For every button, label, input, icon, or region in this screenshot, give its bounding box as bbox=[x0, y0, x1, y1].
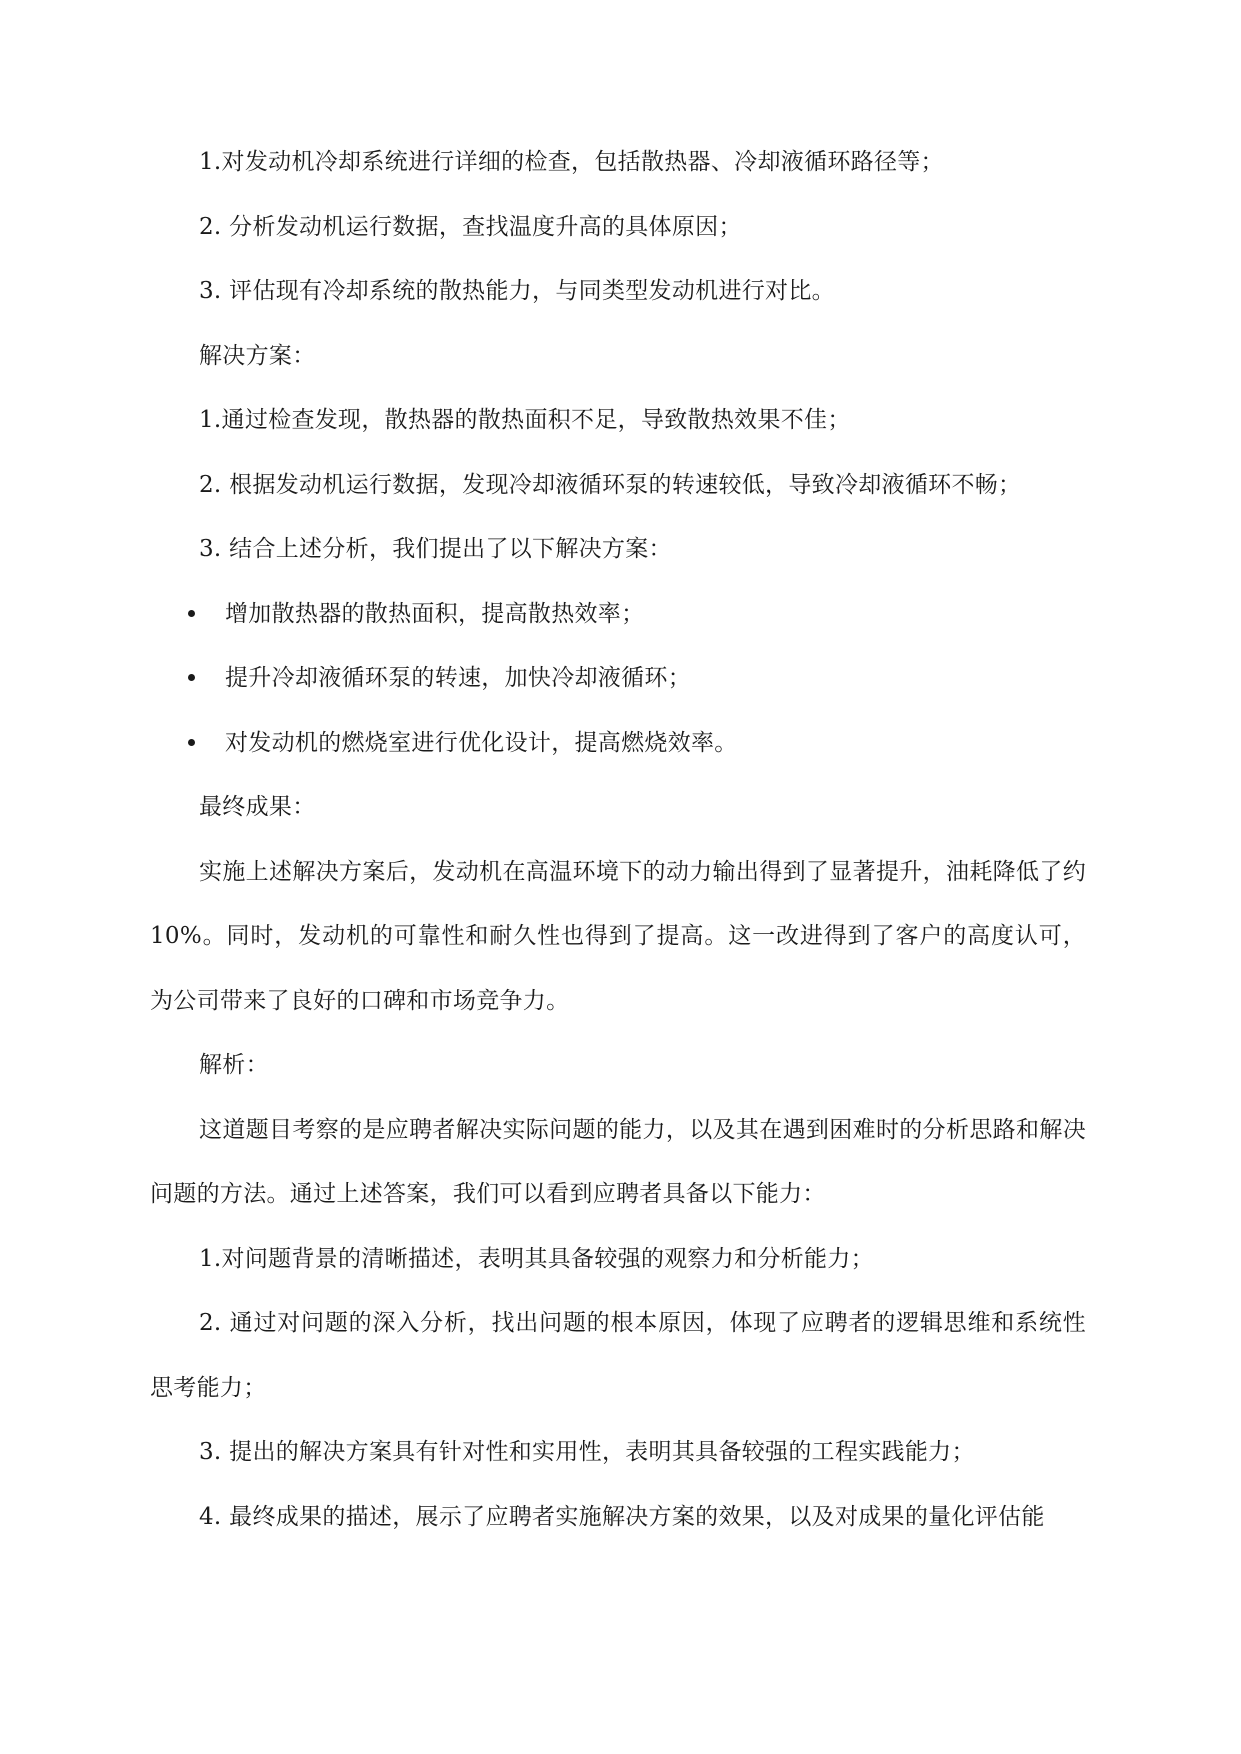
bullet-text: 对发动机的燃烧室进行优化设计，提高燃烧效率。 bbox=[225, 729, 738, 756]
bullet-text: 提升冷却液循环泵的转速，加快冷却液循环； bbox=[225, 665, 691, 691]
analysis-paragraph: 这道题目考察的是应聘者解决实际问题的能力，以及其在遇到困难时的分析思路和解决问题的方法。通过上述答案，我们可以看到应聘者具备以下能力： bbox=[150, 1116, 1086, 1207]
finding-pump-speed: 2. 根据发动机运行数据，发现冷却液循环泵的转速较低，导致冷却液循环不畅； bbox=[199, 471, 1022, 498]
document-page bbox=[150, 130, 1086, 1549]
list-item bbox=[150, 646, 1086, 711]
solution-intro: 3. 结合上述分析，我们提出了以下解决方案： bbox=[199, 536, 672, 562]
bullet-icon bbox=[188, 674, 195, 681]
ability-engineering: 3. 提出的解决方案具有针对性和实用性，表明其具备较强的工程实践能力； bbox=[199, 1439, 975, 1465]
solution-heading: 解决方案： bbox=[199, 342, 316, 369]
step-analyze-engine-data: 2. 分析发动机运行数据，查找温度升高的具体原因； bbox=[199, 213, 742, 240]
step-evaluate-cooling-capacity: 3. 评估现有冷却系统的散热能力，与同类型发动机进行对比。 bbox=[199, 278, 835, 304]
solution-bullet-list bbox=[150, 582, 1086, 776]
result-paragraph: 实施上述解决方案后，发动机在高温环境下的动力输出得到了显著提升，油耗降低了约 10%。同时，发动机的可靠性和耐久性也得到了提高。这一改进得到了客户的高度认可，为公司带来了良好的口碑和市场竞争力。 bbox=[150, 858, 1086, 1014]
bullet-text: 增加散热器的散热面积，提高散热效率； bbox=[225, 600, 645, 627]
analysis-heading: 解析： bbox=[199, 1052, 269, 1078]
bullet-icon bbox=[188, 739, 195, 746]
bullet-icon bbox=[188, 610, 195, 617]
finding-radiator-area: 1.通过检查发现，散热器的散热面积不足，导致散热效果不佳； bbox=[199, 407, 851, 433]
list-item bbox=[150, 711, 1086, 776]
list-item bbox=[150, 582, 1086, 647]
result-heading: 最终成果： bbox=[199, 794, 316, 820]
ability-observation: 1.对问题背景的清晰描述，表明其具备较强的观察力和分析能力； bbox=[199, 1245, 874, 1272]
ability-result-evaluation: 4. 最终成果的描述，展示了应聘者实施解决方案的效果，以及对成果的量化评估能 bbox=[199, 1503, 1045, 1530]
step-check-cooling-system: 1.对发动机冷却系统进行详细的检查，包括散热器、冷却液循环路径等； bbox=[199, 149, 944, 175]
ability-logic: 2. 通过对问题的深入分析，找出问题的根本原因，体现了应聘者的逻辑思维和系统性思考能力； bbox=[150, 1310, 1086, 1401]
